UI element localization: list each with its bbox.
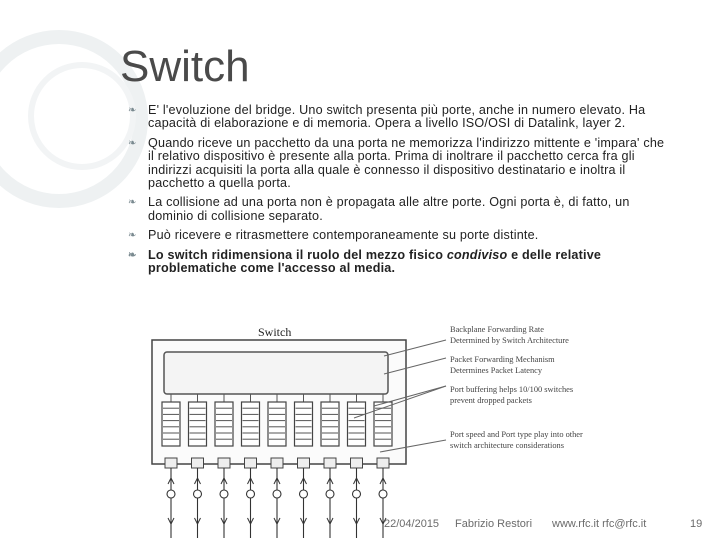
port-connector	[298, 458, 310, 468]
bullet-text-before: Lo switch ridimensiona il ruolo del mezzo fisico	[148, 247, 447, 262]
bullet-item	[128, 104, 668, 131]
footer-author: Fabrizio Restori	[455, 518, 533, 530]
port-connector	[218, 458, 230, 468]
bullet-text-after: e delle relative problematiche come l'accesso al media.	[148, 247, 602, 276]
port-symbol	[247, 490, 255, 498]
port-symbol	[353, 490, 361, 498]
port-connector	[165, 458, 177, 468]
bullet-text: E' l'evoluzione del bridge. Uno switch presenta più porte, anche in numero elevato. Ha capacità di elaborazione e di memoria. Opera a livello ISO/OSI di Datalink, layer 2.	[148, 103, 646, 131]
curl-bullet-icon: ❧	[128, 137, 137, 149]
curl-bullet-icon: ❧	[128, 230, 137, 242]
bullet-text: Quando riceve un pacchetto da una porta ne memorizza l'indirizzo mittente e 'impara' che il relativo dispositivo è presente alla porta. Prima di inoltrare il pacchetto cerca fra gli indirizzi acquisiti la porta alla quale è connesso il dispositivo destinatario e inoltra il pacchetto a quella porta.	[148, 135, 665, 191]
annotation-line: Determines Packet Latency	[450, 366, 543, 375]
curl-bullet-icon: ❧	[128, 105, 137, 116]
ports-group	[162, 394, 392, 538]
bullet-text-italic: condiviso	[446, 247, 508, 262]
switch-architecture-figure	[148, 318, 628, 540]
footer-date: 22/04/2015	[384, 518, 440, 530]
annotation-line: switch architecture considerations	[450, 441, 564, 450]
annotation-line: Backplane Forwarding Rate	[450, 325, 544, 334]
bullet-item	[128, 196, 668, 223]
port-symbol	[194, 490, 202, 498]
annotation-line: prevent dropped packets	[450, 396, 532, 405]
backplane-bar	[164, 352, 388, 394]
port-symbol	[300, 490, 308, 498]
bullet-text: La collisione ad una porta non è propagata alle altre porte. Ogni porta è, di fatto, un dominio di collisione separato.	[148, 195, 630, 223]
annotation-line: Port buffering helps 10/100 switches	[450, 385, 574, 394]
port-symbol	[326, 490, 334, 498]
port-symbol	[273, 490, 281, 498]
port-symbol	[167, 490, 175, 498]
port-connector	[351, 458, 363, 468]
annotations	[450, 325, 583, 450]
port-connector	[271, 458, 283, 468]
bullet-item	[128, 137, 668, 191]
annotation-line: Packet Forwarding Mechanism	[450, 355, 555, 364]
port-connector	[377, 458, 389, 468]
slide-title: Switch	[120, 42, 250, 91]
bullet-text: Può ricevere e ritrasmettere contemporaneamente su porte distinte.	[148, 228, 539, 243]
curl-bullet-icon: ❧	[128, 197, 137, 209]
bullet-item	[128, 249, 668, 276]
port-connector	[245, 458, 257, 468]
port-symbol	[379, 490, 387, 498]
switch-box-label: Switch	[258, 325, 292, 339]
port-symbol	[220, 490, 228, 498]
bullet-item	[128, 229, 668, 242]
footer-website: www.rfc.it rfc@rfc.it	[552, 518, 647, 530]
bullet-list	[128, 104, 668, 281]
curl-bullet-icon: ❧	[128, 249, 137, 261]
port-connector	[192, 458, 204, 468]
annotation-line: Determined by Switch Architecture	[450, 336, 569, 345]
annotation-line: Port speed and Port type play into other	[450, 430, 583, 439]
page-number: 19	[690, 518, 703, 530]
port-connector	[324, 458, 336, 468]
